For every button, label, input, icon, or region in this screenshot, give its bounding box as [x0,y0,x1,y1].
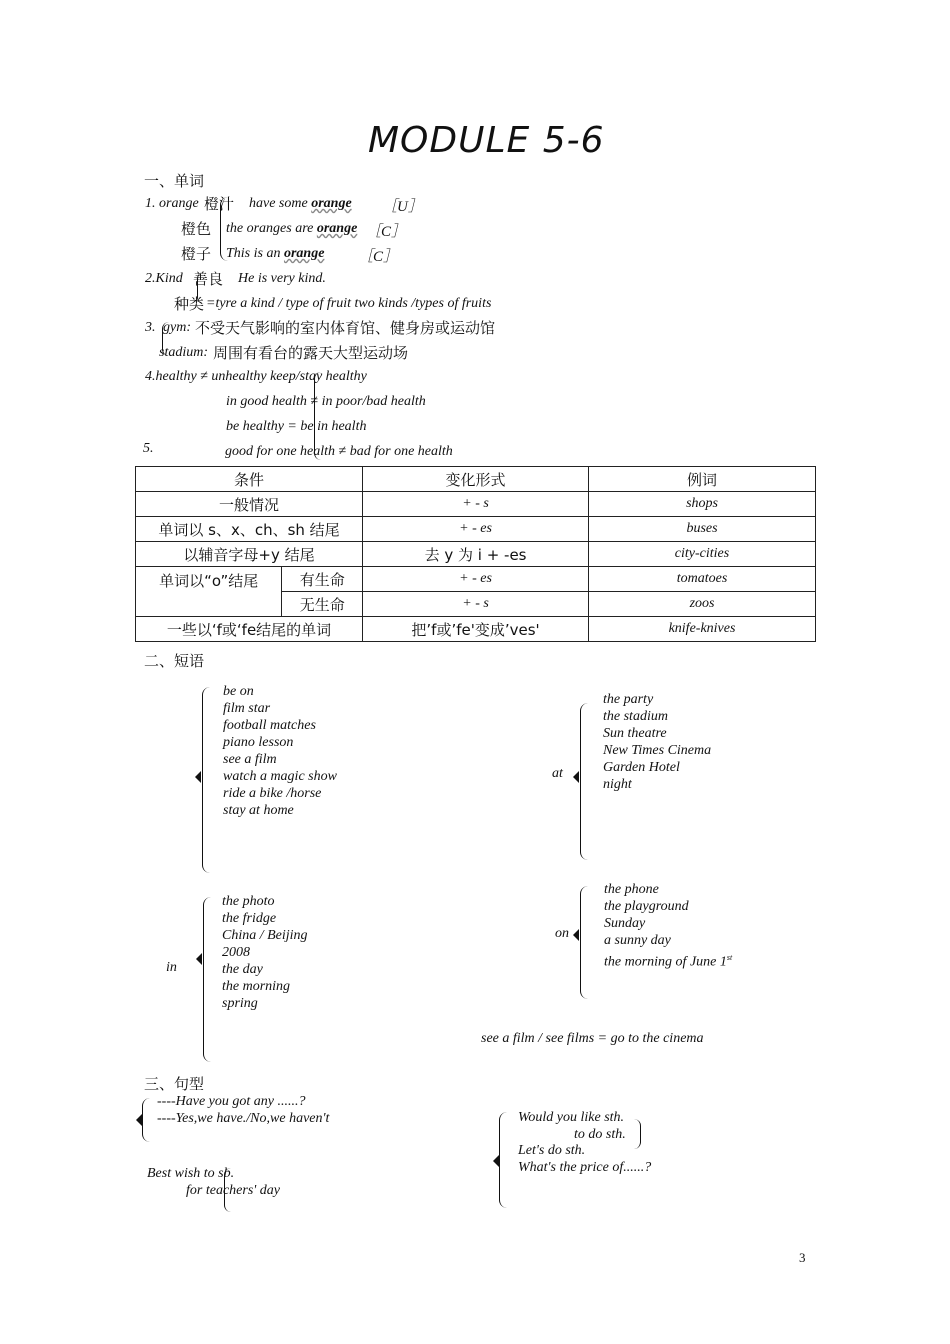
table-cell: 无生命 [282,592,363,617]
table-header: 变化形式 [363,467,589,492]
at-brace [580,703,589,860]
list-item: 2008 [222,945,250,960]
table-cell: + - es [363,567,589,592]
gym-definition: 不受天气影响的室内体育馆、健身房或运动馆 [195,319,496,337]
list-item: the party [603,692,654,707]
table-cell: shops [589,492,816,517]
healthy-line-4: good for one health ≠ bad for one health [225,444,453,459]
table-cell: 以辅音字母+y 结尾 [136,542,363,567]
would-brace [499,1112,508,1208]
kind-example-1: He is very kind. [238,271,326,286]
table-cell: + - s [363,592,589,617]
table-cell: 单词以 s、x、ch、sh 结尾 [136,517,363,542]
lets-line: Let's do sth. [518,1143,586,1158]
table-header: 条件 [136,467,363,492]
list-item: the stadium [603,709,668,724]
orange-word: orange [283,246,325,261]
table-row [136,542,816,567]
brace-tip-icon [573,929,579,941]
list-item: stay at home [223,803,294,818]
on-top-list [223,683,337,819]
list-item: Sunday [604,916,646,931]
list-item: the fridge [222,911,277,926]
on-brace [580,886,589,999]
have-brace [142,1098,150,1142]
list-item: a sunny day [604,933,671,948]
orange-label: 1. orange [145,196,199,211]
list-item: the playground [604,899,689,914]
at-list [603,691,711,793]
orange-word: orange [316,221,358,236]
in-label: in [166,960,177,975]
table-cell: knife-knives [589,617,816,642]
kind-meaning-1: 善良 [193,270,224,288]
list-item: China / Beijing [222,928,308,943]
would-line-1: Would you like sth. [518,1110,625,1125]
gym-number: 3. [145,320,156,335]
table-cell: 一些以‘f或‘fe结尾的单词 [136,617,363,642]
brace-tip-icon [195,771,201,783]
orange-meaning-2: 橙色 [181,220,212,238]
orange-type-3: ［C］ [358,249,399,265]
table-cell: 把’f或’fe'变成’ves' [363,617,589,642]
list-item: Garden Hotel [603,760,680,775]
brace-tip-icon [136,1114,142,1126]
plural-rules-table [135,466,816,642]
table-cell: 一般情况 [136,492,363,517]
table-row [136,517,816,542]
table-cell: 去 y 为 i + -es [363,542,589,567]
kind-example-2: =tyre a kind / type of fruit two kinds /types of fruits [206,296,492,311]
orange-example-1 [249,196,352,212]
brace-tip-icon [573,771,579,783]
on-list [604,881,732,971]
table-row [136,617,816,642]
list-item: the phone [604,882,659,897]
price-line: What's the price of......? [518,1160,652,1175]
list-item: ride a bike /horse [223,786,322,801]
section-heading-words: 一、单词 [144,172,205,190]
best-wish-1: Best wish to sb. [147,1166,235,1181]
have-answer: ----Yes,we have./No,we haven't [157,1111,330,1126]
list-item: see a film [223,752,277,767]
list-item: watch a magic show [223,769,337,784]
have-question: ----Have you got any ......? [157,1094,306,1109]
list-item: football matches [223,718,316,733]
table-cell: zoos [589,592,816,617]
stadium-definition: 周围有看台的露天大型运动场 [213,344,409,362]
orange-type-2: ［C］ [366,224,407,240]
orange-type-1: ［U］ [382,199,423,215]
healthy-line-3: be healthy = be in health [226,419,367,434]
brace-tip-icon [196,953,202,965]
on-label: on [555,926,569,941]
brace-tip-icon [493,1155,499,1167]
list-item: Sun theatre [603,726,667,741]
in-brace [203,897,212,1062]
on-top-brace [202,687,211,873]
best-brace [224,1168,231,1212]
list-item: the day [222,962,263,977]
table-cell: 单词以“o”结尾 [136,567,282,617]
list-item-text: the morning of June 1 [604,954,727,970]
page-number: 3 [799,1250,806,1265]
table-header-row [136,467,816,492]
table-cell: tomatoes [589,567,816,592]
orange-meaning-3: 橙子 [181,245,212,263]
number-5: 5. [143,441,154,456]
list-item: spring [222,996,258,1011]
orange-example-2-text: the oranges are [226,221,317,236]
orange-example-3-text: This is an [226,246,284,261]
kind-label: 2.Kind [145,271,183,286]
list-item: film star [223,701,271,716]
orange-meaning-1: 橙汁 [204,195,235,213]
best-wish-2: for teachers' day [186,1183,280,1198]
orange-example-3 [226,246,324,262]
list-item [604,949,732,971]
healthy-line-1: 4.healthy ≠ unhealthy keep/stay healthy [145,369,367,384]
list-item: the morning [222,979,291,994]
table-cell: 有生命 [282,567,363,592]
table-cell: buses [589,517,816,542]
orange-example-2 [226,221,357,237]
film-note: see a film / see films = go to the cinema [481,1031,704,1046]
would-right-brace [634,1119,641,1149]
table-cell: city-cities [589,542,816,567]
at-label: at [552,766,563,781]
table-header: 例词 [589,467,816,492]
list-item: the photo [222,894,275,909]
table-row [136,492,816,517]
orange-word: orange [311,196,352,211]
kind-meaning-2: 种类 [174,295,205,313]
gym-label: gym: [163,320,191,335]
list-item: New Times Cinema [603,743,712,758]
table-cell: + - s [363,492,589,517]
table-cell: + - es [363,517,589,542]
in-list [222,893,308,1012]
healthy-line-2: in good health ≠ in poor/bad health [226,394,426,409]
would-line-2: to do sth. [574,1127,626,1142]
superscript: st [726,953,733,962]
stadium-label: stadium: [159,345,208,360]
table-row [136,567,816,592]
page-title: MODULE 5-6 [368,120,605,161]
section-heading-phrases: 二、短语 [144,652,205,670]
list-item: piano lesson [223,735,294,750]
list-item: night [603,777,632,792]
section-heading-sentences: 三、句型 [144,1075,205,1093]
orange-example-1-text: have some [249,196,312,211]
list-item: be on [223,684,254,699]
